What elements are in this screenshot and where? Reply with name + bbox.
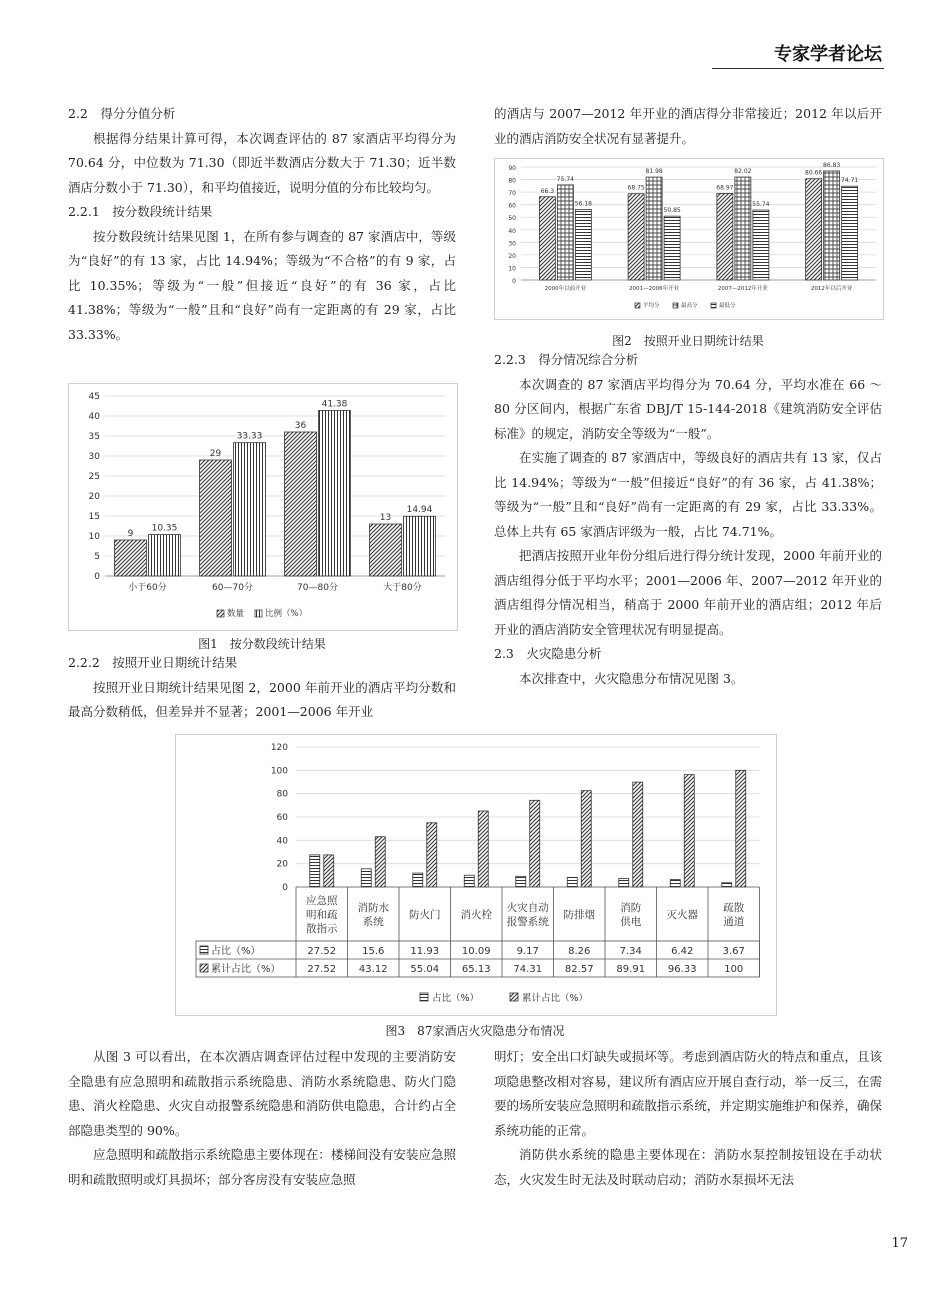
y-tick-label: 20 — [276, 859, 288, 870]
legend-label: 最低分 — [719, 303, 736, 309]
table-cell: 43.12 — [358, 964, 388, 975]
legend-label: 最高分 — [681, 303, 698, 309]
bar — [375, 837, 385, 887]
legend-swatch — [200, 946, 208, 954]
table-row-label: 占比（%） — [211, 946, 261, 957]
legend-label: 平均分 — [643, 303, 660, 309]
table-category-label: 疏散 — [723, 902, 745, 914]
table-category-label: 系统 — [362, 916, 384, 928]
table-category-label: 消火栓 — [460, 909, 492, 921]
table-category-label: 灭火器 — [666, 909, 698, 921]
table-cell: 15.6 — [362, 946, 385, 957]
table-cell: 10.09 — [461, 946, 491, 957]
legend-label: 占比（%） — [432, 993, 480, 1004]
legend-swatch — [711, 303, 716, 308]
figure-3 — [175, 734, 777, 1016]
heading-2-3: 2.3 火灾隐患分析 — [494, 646, 602, 661]
paragraph: 明灯；安全出口灯缺失或损坏等。考虑到酒店防火的特点和重点，且该项隐患整改相对容易，建议所有酒店应开展自查行动，举一反三，在需要的场所安装应急照明和疏散指示系统，并定期实施维护和保养，确保系统功能的正常。 — [494, 1049, 882, 1138]
bar — [575, 209, 591, 280]
data-label: 81.98 — [645, 168, 663, 176]
figure-2-caption: 图2 按照开业日期统计结果 — [612, 334, 764, 348]
data-label: 75.74 — [556, 175, 574, 183]
legend-swatch — [420, 993, 428, 1001]
data-label: 68.75 — [627, 184, 645, 192]
table-category-label: 应急照 — [306, 895, 338, 907]
table-cell: 89.91 — [616, 964, 646, 975]
y-tick-label: 80 — [508, 177, 516, 185]
legend-label: 数量 — [227, 609, 245, 619]
data-label: 66.3 — [540, 187, 555, 195]
data-label: 10.35 — [151, 523, 178, 534]
x-tick-label: 小于60分 — [128, 583, 167, 593]
bar — [478, 811, 488, 887]
bar — [824, 171, 840, 280]
table-category-label: 供电 — [620, 916, 642, 928]
heading-2-2-1: 2.2.1 按分数段统计结果 — [68, 204, 213, 219]
bar — [619, 878, 629, 887]
bar — [310, 855, 320, 887]
data-label: 14.94 — [406, 505, 433, 516]
paragraph: 在实施了调查的 87 家酒店中，等级良好的酒店共有 13 家，仅占比 14.94%；等级为“一般”但接近“良好”的有 36 家，占 41.38%；等级为“一般”且和“良好”尚有一定距离的有 29 家，占比 33.33%。总体上共有 65 家酒店评级为一般，占比 74.71%。 — [494, 450, 882, 539]
data-label: 56.18 — [574, 200, 592, 208]
table-cell: 74.31 — [513, 964, 543, 975]
bar — [149, 535, 181, 576]
bar — [324, 855, 334, 887]
table-cell: 3.67 — [722, 946, 745, 957]
bar — [285, 432, 317, 576]
y-tick-label: 10 — [508, 265, 516, 273]
bar — [753, 210, 769, 280]
data-label: 55.74 — [752, 201, 770, 209]
legend-label: 比例（%） — [265, 609, 308, 619]
bar — [581, 791, 591, 887]
table-cell: 100 — [724, 964, 744, 975]
bar — [361, 869, 371, 887]
y-tick-label: 15 — [88, 512, 100, 522]
data-label: 36 — [294, 421, 307, 431]
legend-swatch — [673, 303, 678, 308]
heading-2-2-2: 2.2.2 按照开业日期统计结果 — [68, 655, 238, 670]
bar — [464, 875, 474, 887]
bar — [319, 410, 351, 576]
x-tick-label: 2001—2006年开业 — [629, 286, 680, 292]
table-category-label: 报警系统 — [506, 916, 549, 928]
y-tick-label: 30 — [88, 452, 100, 462]
x-tick-label: 大于80分 — [383, 583, 422, 593]
y-tick-label: 0 — [512, 278, 516, 285]
bar — [404, 516, 436, 576]
table-category-label: 防火门 — [409, 909, 441, 921]
figure-1-caption: 图1 按分数段统计结果 — [198, 637, 326, 651]
table-cell: 82.57 — [564, 964, 594, 975]
page-number: 17 — [891, 1236, 908, 1251]
bar — [806, 179, 822, 280]
table-cell: 55.04 — [410, 964, 440, 975]
left-column-lower — [68, 651, 456, 725]
bar — [234, 443, 266, 576]
x-tick-label: 70—80分 — [297, 583, 338, 593]
paragraph: 从图 3 可以看出，在本次酒店调查评估过程中发现的主要消防安全隐患有应急照明和疏散指示系统隐患、消防水系统隐患、防火门隐患、消火栓隐患、火灾自动报警系统隐患和消防供电隐患，合计约占全部隐患类型的 90%。 — [68, 1049, 456, 1138]
bar — [115, 540, 147, 576]
bottom-left-column — [68, 1045, 456, 1192]
bar — [684, 775, 694, 887]
y-tick-label: 20 — [508, 252, 516, 260]
paragraph: 应急照明和疏散指示系统隐患主要体现在：楼梯间没有安装应急照明和疏散照明或灯具损坏；部分客房没有安装应急照 — [68, 1147, 456, 1187]
bar — [516, 876, 526, 887]
table-row-label: 累计占比（%） — [211, 964, 281, 975]
figure-3-caption: 图3 87家酒店火灾隐患分布情况 — [385, 1024, 565, 1038]
figure-1 — [68, 383, 458, 631]
data-label: 80.66 — [805, 169, 823, 177]
bar — [427, 823, 437, 887]
bar — [664, 216, 680, 280]
data-label: 68.97 — [716, 184, 734, 192]
bar — [842, 186, 858, 280]
table-cell: 9.17 — [516, 946, 539, 957]
bar — [539, 197, 555, 280]
y-tick-label: 120 — [270, 743, 288, 753]
y-tick-label: 0 — [282, 883, 288, 893]
bar — [735, 177, 751, 280]
heading-2-2-3: 2.2.3 得分情况综合分析 — [494, 352, 639, 367]
data-label: 13 — [379, 513, 392, 523]
bar — [567, 877, 577, 887]
x-tick-label: 2000年以前开业 — [544, 286, 587, 292]
data-label: 86.83 — [823, 161, 841, 169]
legend-swatch — [200, 964, 208, 972]
data-label: 41.38 — [321, 399, 348, 410]
paragraph: 按分数段统计结果见图 1，在所有参与调查的 87 家酒店中，等级为“良好”的有 13 家，占比 14.94%；等级为“不合格”的有 9 家，占比 10.35%；等级为“一般”但接近“良好”的有 36 家，占比 41.38%；等级为“一般”且和“良好”尚有一定距离的有 29 家，占比 33.33%。 — [68, 228, 456, 342]
y-tick-label: 40 — [508, 227, 516, 235]
figure-2-chart — [495, 159, 883, 319]
y-tick-label: 5 — [94, 552, 100, 562]
x-tick-label: 60—70分 — [212, 583, 253, 593]
header-divider — [712, 68, 884, 69]
y-tick-label: 60 — [508, 202, 516, 210]
paragraph: 的酒店与 2007—2012 年开业的酒店得分非常接近；2012 年以后开业的酒店消防安全状况有显著提升。 — [494, 106, 882, 146]
bottom-right-column — [494, 1045, 882, 1192]
legend-label: 累计占比（%） — [522, 993, 589, 1004]
table-cell: 65.13 — [461, 964, 491, 975]
y-tick-label: 60 — [276, 813, 288, 823]
data-label: 29 — [209, 449, 222, 459]
data-label: 74.71 — [841, 177, 859, 185]
heading-2-2: 2.2 得分分值分析 — [68, 106, 176, 121]
right-column — [494, 102, 882, 151]
table-category-label: 散指示 — [306, 923, 338, 935]
table-cell: 8.26 — [568, 946, 591, 957]
y-tick-label: 50 — [508, 215, 516, 223]
y-tick-label: 40 — [276, 836, 288, 847]
table-cell: 27.52 — [307, 946, 337, 957]
y-tick-label: 25 — [88, 472, 100, 482]
y-tick-label: 70 — [508, 190, 516, 198]
table-cell: 7.34 — [619, 946, 642, 957]
paragraph: 把酒店按照开业年份分组后进行得分统计发现，2000 年前开业的酒店组得分低于平均水平；2001—2006 年、2007—2012 年开业的酒店组得分情况相当，稍高于 2000 年前开业的酒店组；2012 年后开业的酒店消防安全管理状况有明显提高。 — [494, 548, 882, 637]
table-cell: 11.93 — [410, 946, 440, 957]
bar — [670, 880, 680, 887]
legend-swatch — [217, 610, 224, 617]
y-tick-label: 0 — [94, 572, 100, 582]
y-tick-label: 20 — [88, 492, 100, 502]
journal-column-title: 专家学者论坛 — [774, 44, 882, 65]
bar — [736, 770, 746, 887]
right-column-lower — [494, 348, 882, 691]
bar — [530, 800, 540, 887]
table-cell: 6.42 — [671, 946, 694, 957]
bar — [200, 460, 232, 576]
data-label: 50.85 — [663, 207, 681, 215]
figure-3-chart — [176, 735, 776, 1015]
y-tick-label: 45 — [88, 392, 100, 402]
legend-swatch — [635, 303, 640, 308]
table-category-label: 消防 — [620, 902, 642, 914]
bar — [722, 883, 732, 887]
paragraph: 消防供水系统的隐患主要体现在：消防水泵控制按钮设在手动状态，火灾发生时无法及时联动启动；消防水泵损坏无法 — [494, 1147, 882, 1187]
table-category-label: 火灾自动 — [506, 902, 549, 914]
x-tick-label: 2012年以后开业 — [810, 286, 853, 292]
paragraph: 本次调查的 87 家酒店平均得分为 70.64 分，平均水准在 66 ～ 80 分区间内，根据广东省 DBJ/T 15-144-2018《建筑消防安全评估标准》的规定，消防安全等级为“一般”。 — [494, 376, 882, 441]
data-label: 82.02 — [734, 168, 752, 176]
bar — [646, 177, 662, 280]
data-label: 33.33 — [236, 431, 263, 442]
y-tick-label: 10 — [88, 532, 100, 542]
y-tick-label: 30 — [508, 240, 516, 248]
x-tick-label: 2007—2012年开业 — [717, 286, 768, 292]
paragraph: 本次排查中，火灾隐患分布情况见图 3。 — [519, 670, 744, 686]
figure-2 — [494, 158, 884, 320]
table-category-label: 通道 — [723, 916, 745, 928]
bar — [557, 185, 573, 280]
bar — [717, 193, 733, 280]
bar — [413, 873, 423, 887]
table-cell: 27.52 — [307, 964, 337, 975]
table-category-label: 明和疏 — [306, 909, 338, 921]
legend-swatch — [255, 610, 262, 617]
paragraph: 根据得分结果计算可得，本次调查评估的 87 家酒店平均得分为 70.64 分，中位数为 71.30（即近半数酒店分数大于 71.30；近半数酒店分数小于 71.30），和平均值接近，说明分值的分布比较均匀。 — [68, 130, 456, 195]
bar — [370, 524, 402, 576]
bar — [633, 782, 643, 887]
left-column — [68, 102, 456, 347]
y-tick-label: 80 — [276, 789, 288, 800]
bar — [628, 194, 644, 280]
y-tick-label: 90 — [508, 165, 516, 172]
data-label: 9 — [127, 529, 134, 539]
y-tick-label: 40 — [88, 412, 100, 422]
paragraph: 按照开业日期统计结果见图 2，2000 年前开业的酒店平均分数和最高分数稍低，但差异并不显著；2001—2006 年开业 — [68, 679, 456, 719]
y-tick-label: 100 — [270, 766, 288, 777]
figure-1-chart — [69, 384, 457, 630]
legend-swatch — [510, 993, 518, 1001]
table-category-label: 防排烟 — [563, 909, 595, 921]
table-category-label: 消防水 — [357, 902, 389, 914]
y-tick-label: 35 — [88, 432, 100, 442]
table-cell: 96.33 — [667, 964, 697, 975]
